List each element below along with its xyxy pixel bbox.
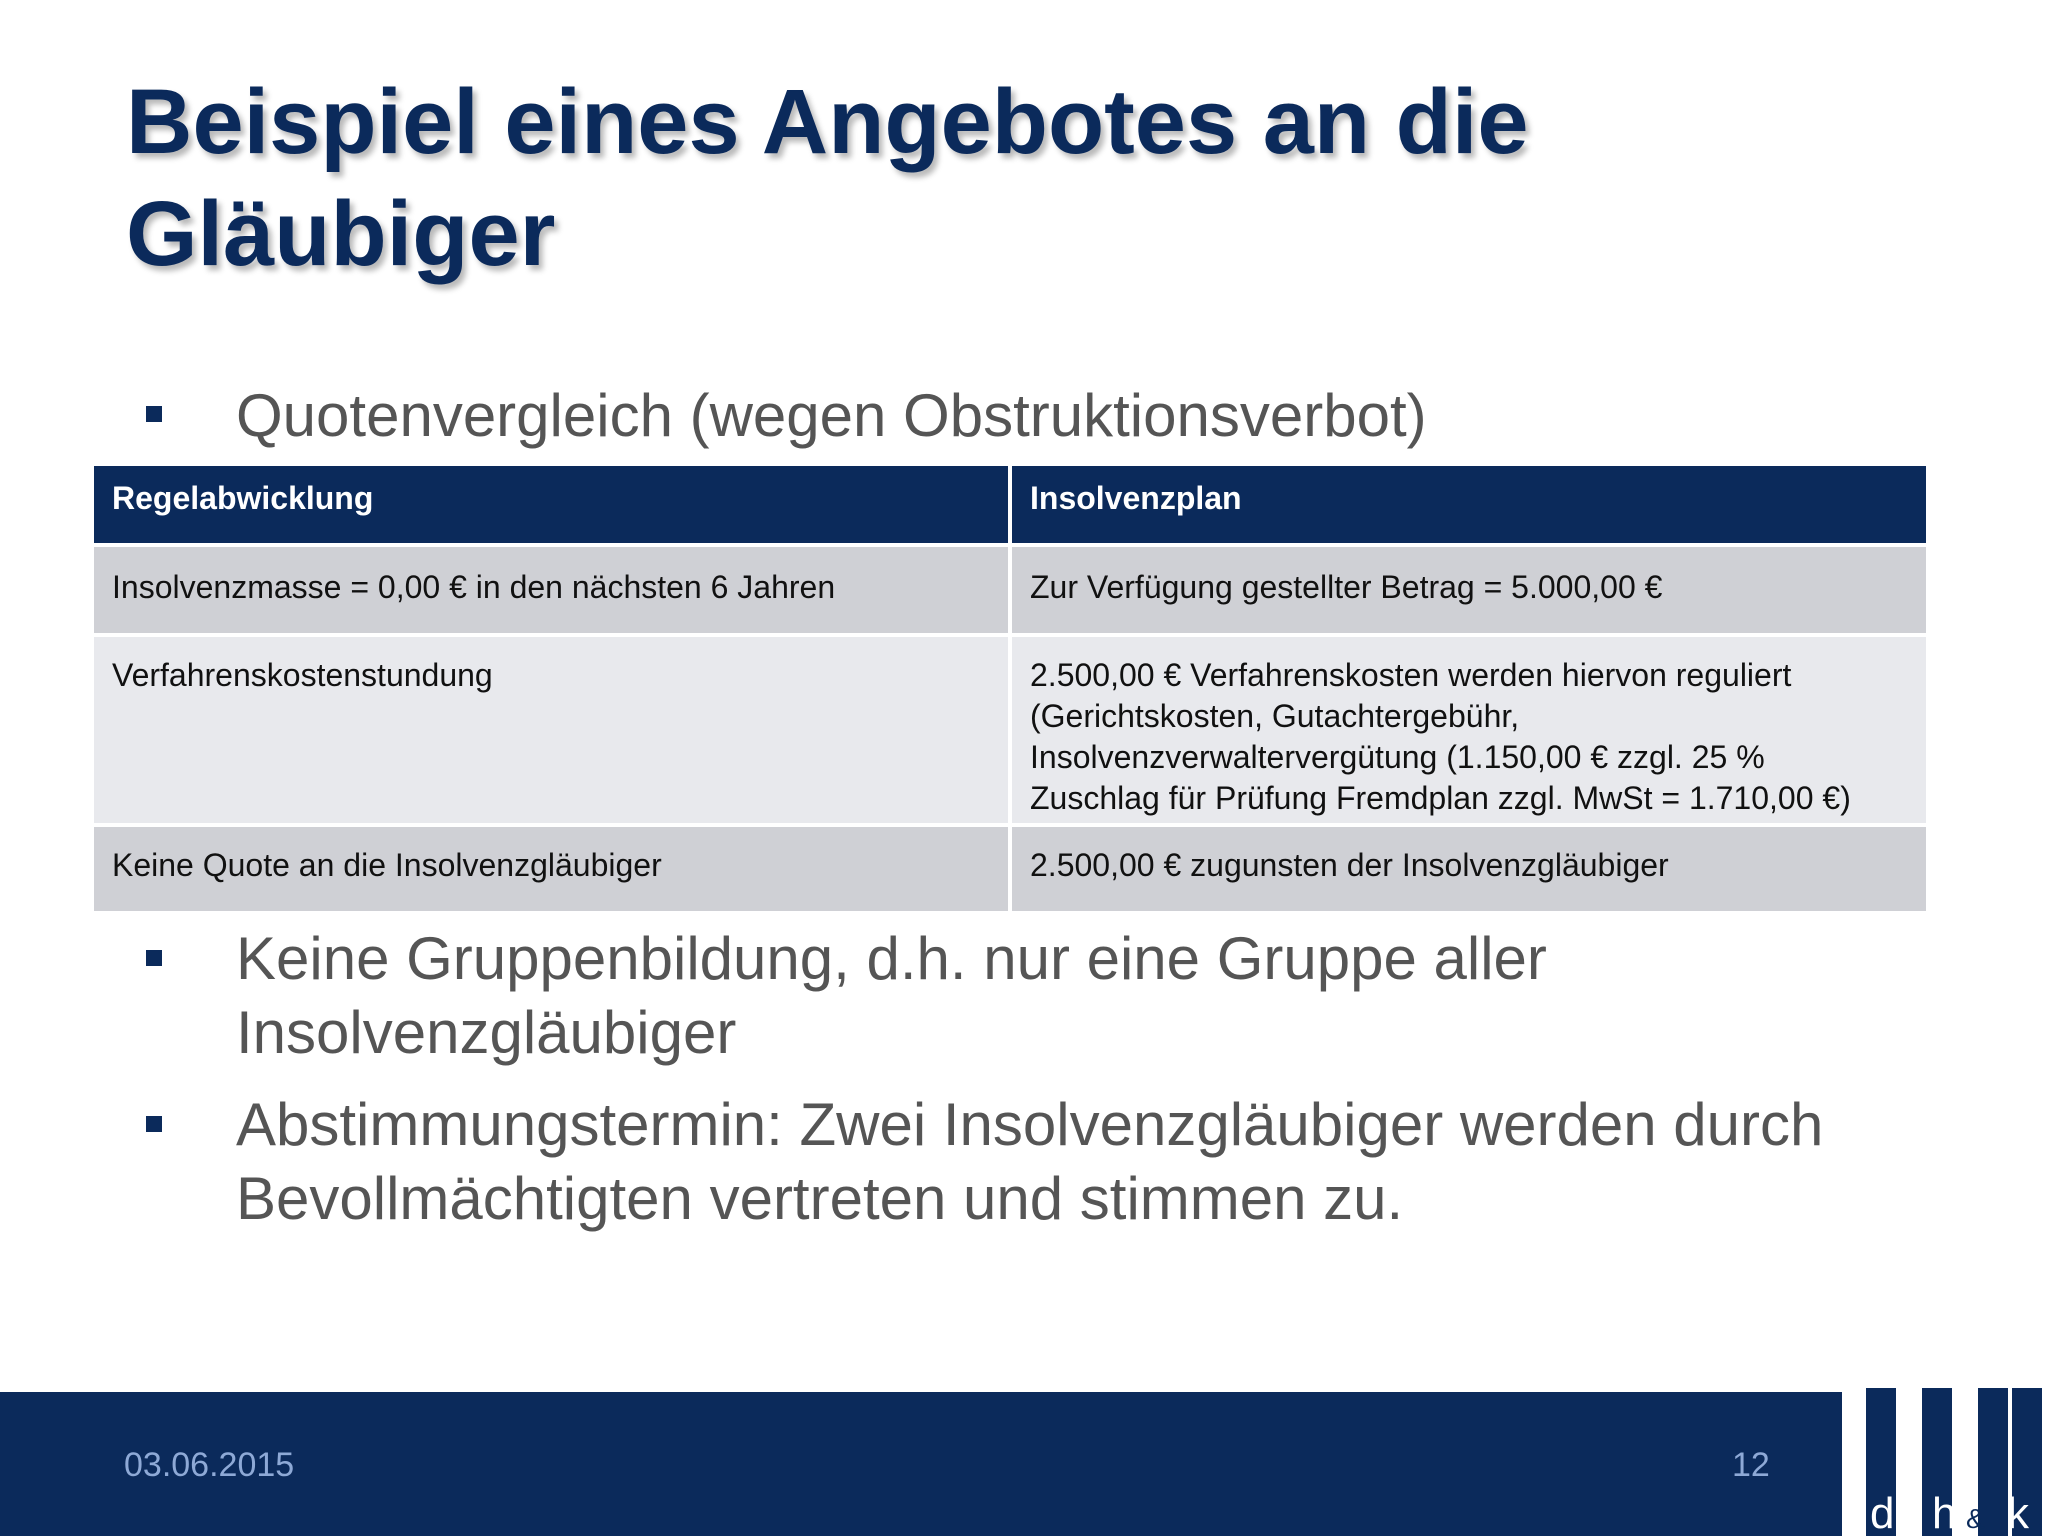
table-header-insolvenzplan: Insolvenzplan (1010, 464, 1928, 545)
slide-title-line-2: Gläubiger (126, 183, 556, 285)
table-cell-line: Insolvenzverwaltervergütung (1.150,00 € zzgl. 25 % (1030, 739, 1765, 775)
bullet-gruppenbildung (146, 922, 1547, 1070)
table-cell: Keine Quote an die Insolvenzgläubiger (92, 825, 1010, 913)
bullet-text-line-1: Abstimmungstermin: Zwei Insolvenzgläubiger werden durch (236, 1091, 1824, 1158)
footer-date: 03.06.2015 (124, 1446, 295, 1484)
footer-page-number: 12 (1732, 1446, 1770, 1484)
table-header-regelabwicklung: Regelabwicklung (92, 464, 1010, 545)
bullet-text-line-1: Keine Gruppenbildung, d.h. nur eine Gruppe aller (236, 925, 1547, 992)
table-cell: Insolvenzmasse = 0,00 € in den nächsten 6 Jahren (92, 545, 1010, 635)
svg-text:·: · (1910, 1491, 1922, 1532)
table-row (92, 545, 1928, 635)
svg-text:h: h (1932, 1489, 1957, 1536)
bullet-text-line-2: Insolvenzgläubiger (236, 999, 737, 1066)
slide-title (126, 66, 1826, 290)
slide-title-line-1: Beispiel eines Angebotes an die (126, 71, 1529, 173)
table-row (92, 825, 1928, 913)
table-cell-line: Zuschlag für Prüfung Fremdplan zzgl. MwSt = 1.710,00 €) (1030, 780, 1851, 816)
table-cell-multiline (1010, 635, 1928, 825)
bullet-abstimmungstermin (146, 1088, 1823, 1236)
square-bullet-icon (146, 950, 162, 966)
table-cell-line: (Gerichtskosten, Gutachtergebühr, (1030, 698, 1520, 734)
svg-text:&: & (1966, 1503, 1985, 1534)
square-bullet-icon (146, 1116, 162, 1132)
bullet-quotenvergleich (146, 380, 1427, 452)
table-cell: 2.500,00 € zugunsten der Insolvenzgläubiger (1010, 825, 1928, 913)
bullet-text (236, 1088, 1823, 1236)
svg-text:d: d (1870, 1489, 1895, 1536)
svg-text:k: k (2007, 1489, 2029, 1536)
square-bullet-icon (146, 406, 162, 422)
bullet-text (236, 922, 1547, 1070)
bullet-text-line-2: Bevollmächtigten vertreten und stimmen zu. (236, 1165, 1404, 1232)
table-cell: Zur Verfügung gestellter Betrag = 5.000,00 € (1010, 545, 1928, 635)
bullet-text: Quotenvergleich (wegen Obstruktionsverbot) (236, 382, 1427, 449)
table-cell-line: 2.500,00 € Verfahrenskosten werden hiervon reguliert (1030, 657, 1792, 693)
table-cell: Verfahrenskostenstundung (92, 635, 1010, 825)
table-header-row (92, 464, 1928, 545)
dhk-logo-icon (1862, 1388, 2042, 1536)
table-row (92, 635, 1928, 825)
comparison-table (90, 462, 1930, 915)
